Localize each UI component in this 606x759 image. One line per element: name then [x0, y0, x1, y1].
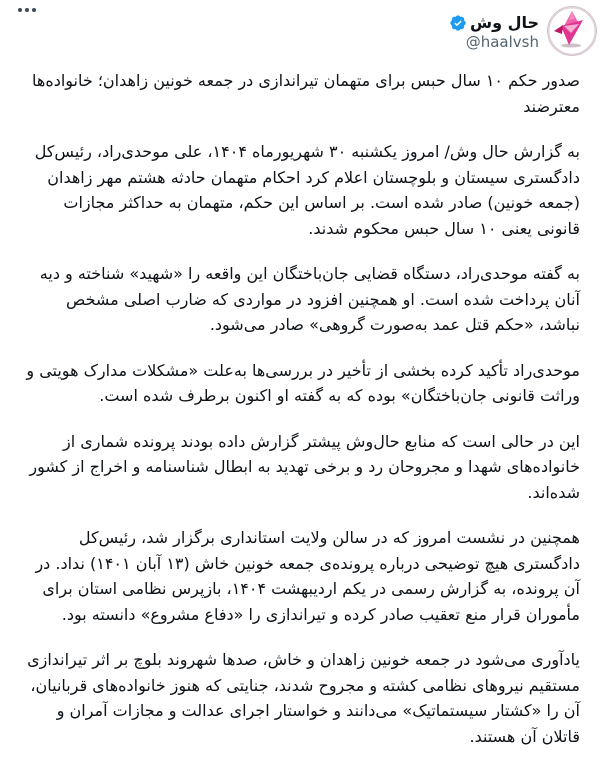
tweet-paragraph: موحدی‌راد تأکید کرده بخشی از تأخیر در بررسی‌ها به‌علت «مشکلات مدارک هویتی و وراثت قانونی جان‌باختگان» بوده که به گفته او اکنون برطرف شده است.: [26, 360, 580, 405]
tweet-paragraph: این در حالی است که منابع حال‌وش پیشتر گزارش داده بودند پرونده شماری از خانواده‌های شهدا و مجروحان رد و برخی تهدید به ابطال شناسنامه و اخراج از کشور شده‌اند.: [29, 431, 580, 502]
more-horizontal-icon: [18, 8, 22, 12]
account-info: [449, 7, 596, 55]
more-horizontal-icon: [25, 8, 29, 12]
more-horizontal-icon: [32, 8, 36, 12]
tweet-text: [0, 62, 606, 759]
verified-badge-icon: [449, 14, 467, 32]
tweet-paragraph: یادآوری می‌شود در جمعه خونین زاهدان و خاش، صدها شهروند بلوچ بر اثر تیراندازی مستقیم نیروهای نظامی کشته و مجروح شدند، جنایتی که هنوز خانواده‌های قربانیان، آن را «کشتار سیستماتیک» می‌دانند و خواستار اجرای عدالت و مجازات آمران و قاتلان آن هستند.: [27, 650, 580, 746]
account-name: حال وش: [469, 13, 539, 32]
account-name-row[interactable]: [449, 13, 539, 32]
origami-bird-logo: [548, 7, 596, 55]
more-options-button[interactable]: [14, 4, 40, 16]
tweet-paragraph: صدور حکم ۱۰ سال حبس برای متهمان تیراندازی در جمعه خونین زاهدان؛ خانواده‌ها معترضند: [32, 71, 580, 116]
tweet-paragraph: به گزارش حال وش/ امروز یکشنبه ۳۰ شهریورماه ۱۴۰۴، علی موحدی‌راد، رئیس‌کل دادگستری سیستان و بلوچستان اعلام کرد احکام متهمان حادثه هشتم مهر زاهدان (جمعه خونین) صادر شده است. بر اساس این حکم، متهمان به حداکثر مجازات قانونی یعنی ۱۰ سال حبس محکوم شدند.: [34, 142, 580, 238]
tweet-paragraph: به گفته موحدی‌راد، دستگاه قضایی جان‌باختگان این واقعه را «شهید» شناخته و دیه آنان پرداخت شده است. او همچنین افزود در مواردی که ضارب اصلی مشخص نباشد، «حکم قتل عمد به‌صورت گروهی» صادر می‌شود.: [39, 264, 580, 334]
profile-avatar[interactable]: [548, 7, 596, 55]
account-handle[interactable]: @haalvsh: [465, 33, 539, 51]
account-names: [449, 11, 539, 51]
tweet-paragraph: همچنین در نشست امروز که در سالن ولایت استانداری برگزار شد، رئیس‌کل دادگستری هیچ توضیحی درباره پرونده‌ی جمعه خونین خاش (۱۳ آبان ۱۴۰۱) نداد. در آن پرونده، به گزارش رسمی در یکم اردیبهشت ۱۴۰۴، بازپرس نظامی استان برای مأموران قرار منع تعقیب صادر کرده و تیراندازی را «دفاع مشروع» دانسته بود.: [35, 528, 580, 624]
tweet-header: [0, 0, 606, 62]
